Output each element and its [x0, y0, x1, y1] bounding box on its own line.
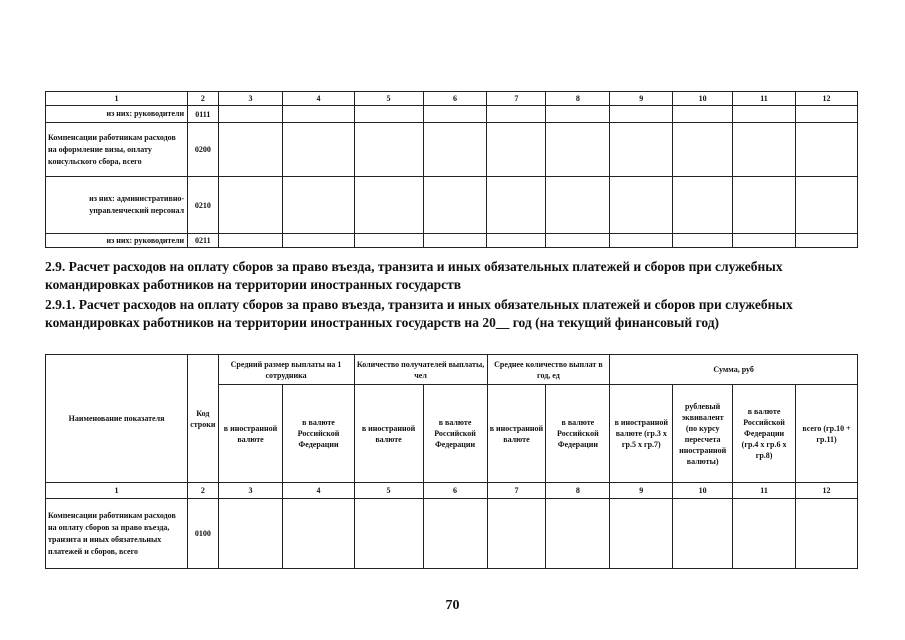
col-num-12: 12 — [796, 483, 858, 499]
row-code: 0200 — [188, 123, 218, 177]
fees-calculation-table — [45, 354, 858, 569]
row-name: Компенсации работникам расходов на оплату сборов за право въезда, транзита и иных обязательных платежей и сборов, всего — [46, 499, 188, 569]
col-num-7: 7 — [487, 92, 546, 106]
col-num-8: 8 — [546, 483, 610, 499]
col-num-1: 1 — [46, 92, 188, 106]
row-name: из них: административно-управленческий персонал — [46, 177, 188, 234]
col-num-12: 12 — [796, 92, 858, 106]
header-avg-count: Среднее количество выплат в год, ед — [487, 355, 610, 385]
col-num-8: 8 — [546, 92, 610, 106]
header-code: Код строки — [188, 355, 218, 483]
col-num-1: 1 — [46, 483, 188, 499]
row-code: 0211 — [188, 234, 218, 248]
col-num-2: 2 — [188, 483, 218, 499]
col-num-5: 5 — [354, 483, 423, 499]
header-row-groups — [46, 355, 858, 385]
column-number-row — [46, 483, 858, 499]
table-row — [46, 106, 858, 123]
header-name: Наименование показателя — [46, 355, 188, 483]
table-row — [46, 499, 858, 569]
header-c5: в иностранной валюте — [354, 385, 423, 483]
col-num-7: 7 — [487, 483, 546, 499]
row-name: из них: руководители — [46, 106, 188, 123]
col-num-10: 10 — [673, 92, 733, 106]
section-heading-2-9-1: 2.9.1. Расчет расходов на оплату сборов за право въезда, транзита и иных обязательных платежей и сборов при служебных командировках работников на территории иностранных государств на 20__ год (на текущий финансовый год) — [45, 297, 793, 330]
header-c4: в валюте Российской Федерации — [283, 385, 354, 483]
col-num-5: 5 — [354, 92, 423, 106]
header-c11: в валюте Российской Федерации (гр.4 x гр.6 x гр.8) — [733, 385, 796, 483]
row-code: 0111 — [188, 106, 218, 123]
table-row — [46, 234, 858, 248]
col-num-3: 3 — [218, 483, 283, 499]
row-name: Компенсации работникам расходов на оформление визы, оплату консульского сбора, всего — [46, 123, 188, 177]
col-num-11: 11 — [733, 92, 796, 106]
header-sum: Сумма, руб — [610, 355, 858, 385]
header-c12: всего (гр.10 + гр.11) — [796, 385, 858, 483]
row-name: из них: руководители — [46, 234, 188, 248]
header-recipients: Количество получателей выплаты, чел — [354, 355, 487, 385]
header-avg-payment: Средний размер выплаты на 1 сотрудника — [218, 355, 354, 385]
row-code: 0210 — [188, 177, 218, 234]
section-heading-2-9: 2.9. Расчет расходов на оплату сборов за право въезда, транзита и иных обязательных платежей и сборов при служебных командировках работников на территории иностранных государств — [45, 259, 783, 292]
table-row — [46, 123, 858, 177]
header-c8: в валюте Российской Федерации — [546, 385, 610, 483]
col-num-6: 6 — [423, 483, 487, 499]
col-num-4: 4 — [283, 92, 354, 106]
col-num-2: 2 — [188, 92, 218, 106]
continuation-table — [45, 91, 858, 248]
col-num-6: 6 — [423, 92, 487, 106]
row-code: 0100 — [188, 499, 218, 569]
page-number: 70 — [445, 598, 460, 613]
header-c7: в иностранной валюте — [487, 385, 546, 483]
col-num-4: 4 — [283, 483, 354, 499]
col-num-3: 3 — [218, 92, 283, 106]
col-num-10: 10 — [673, 483, 733, 499]
header-c10: рублевый эквивалент (по курсу пересчета иностранной валюты) — [673, 385, 733, 483]
col-num-9: 9 — [610, 92, 673, 106]
header-c9: в иностранной валюте (гр.3 x гр.5 x гр.7) — [610, 385, 673, 483]
header-c3: в иностранной валюте — [218, 385, 283, 483]
col-num-11: 11 — [733, 483, 796, 499]
table-row — [46, 177, 858, 234]
column-number-row — [46, 92, 858, 106]
col-num-9: 9 — [610, 483, 673, 499]
header-c6: в валюте Российской Федерации — [423, 385, 487, 483]
